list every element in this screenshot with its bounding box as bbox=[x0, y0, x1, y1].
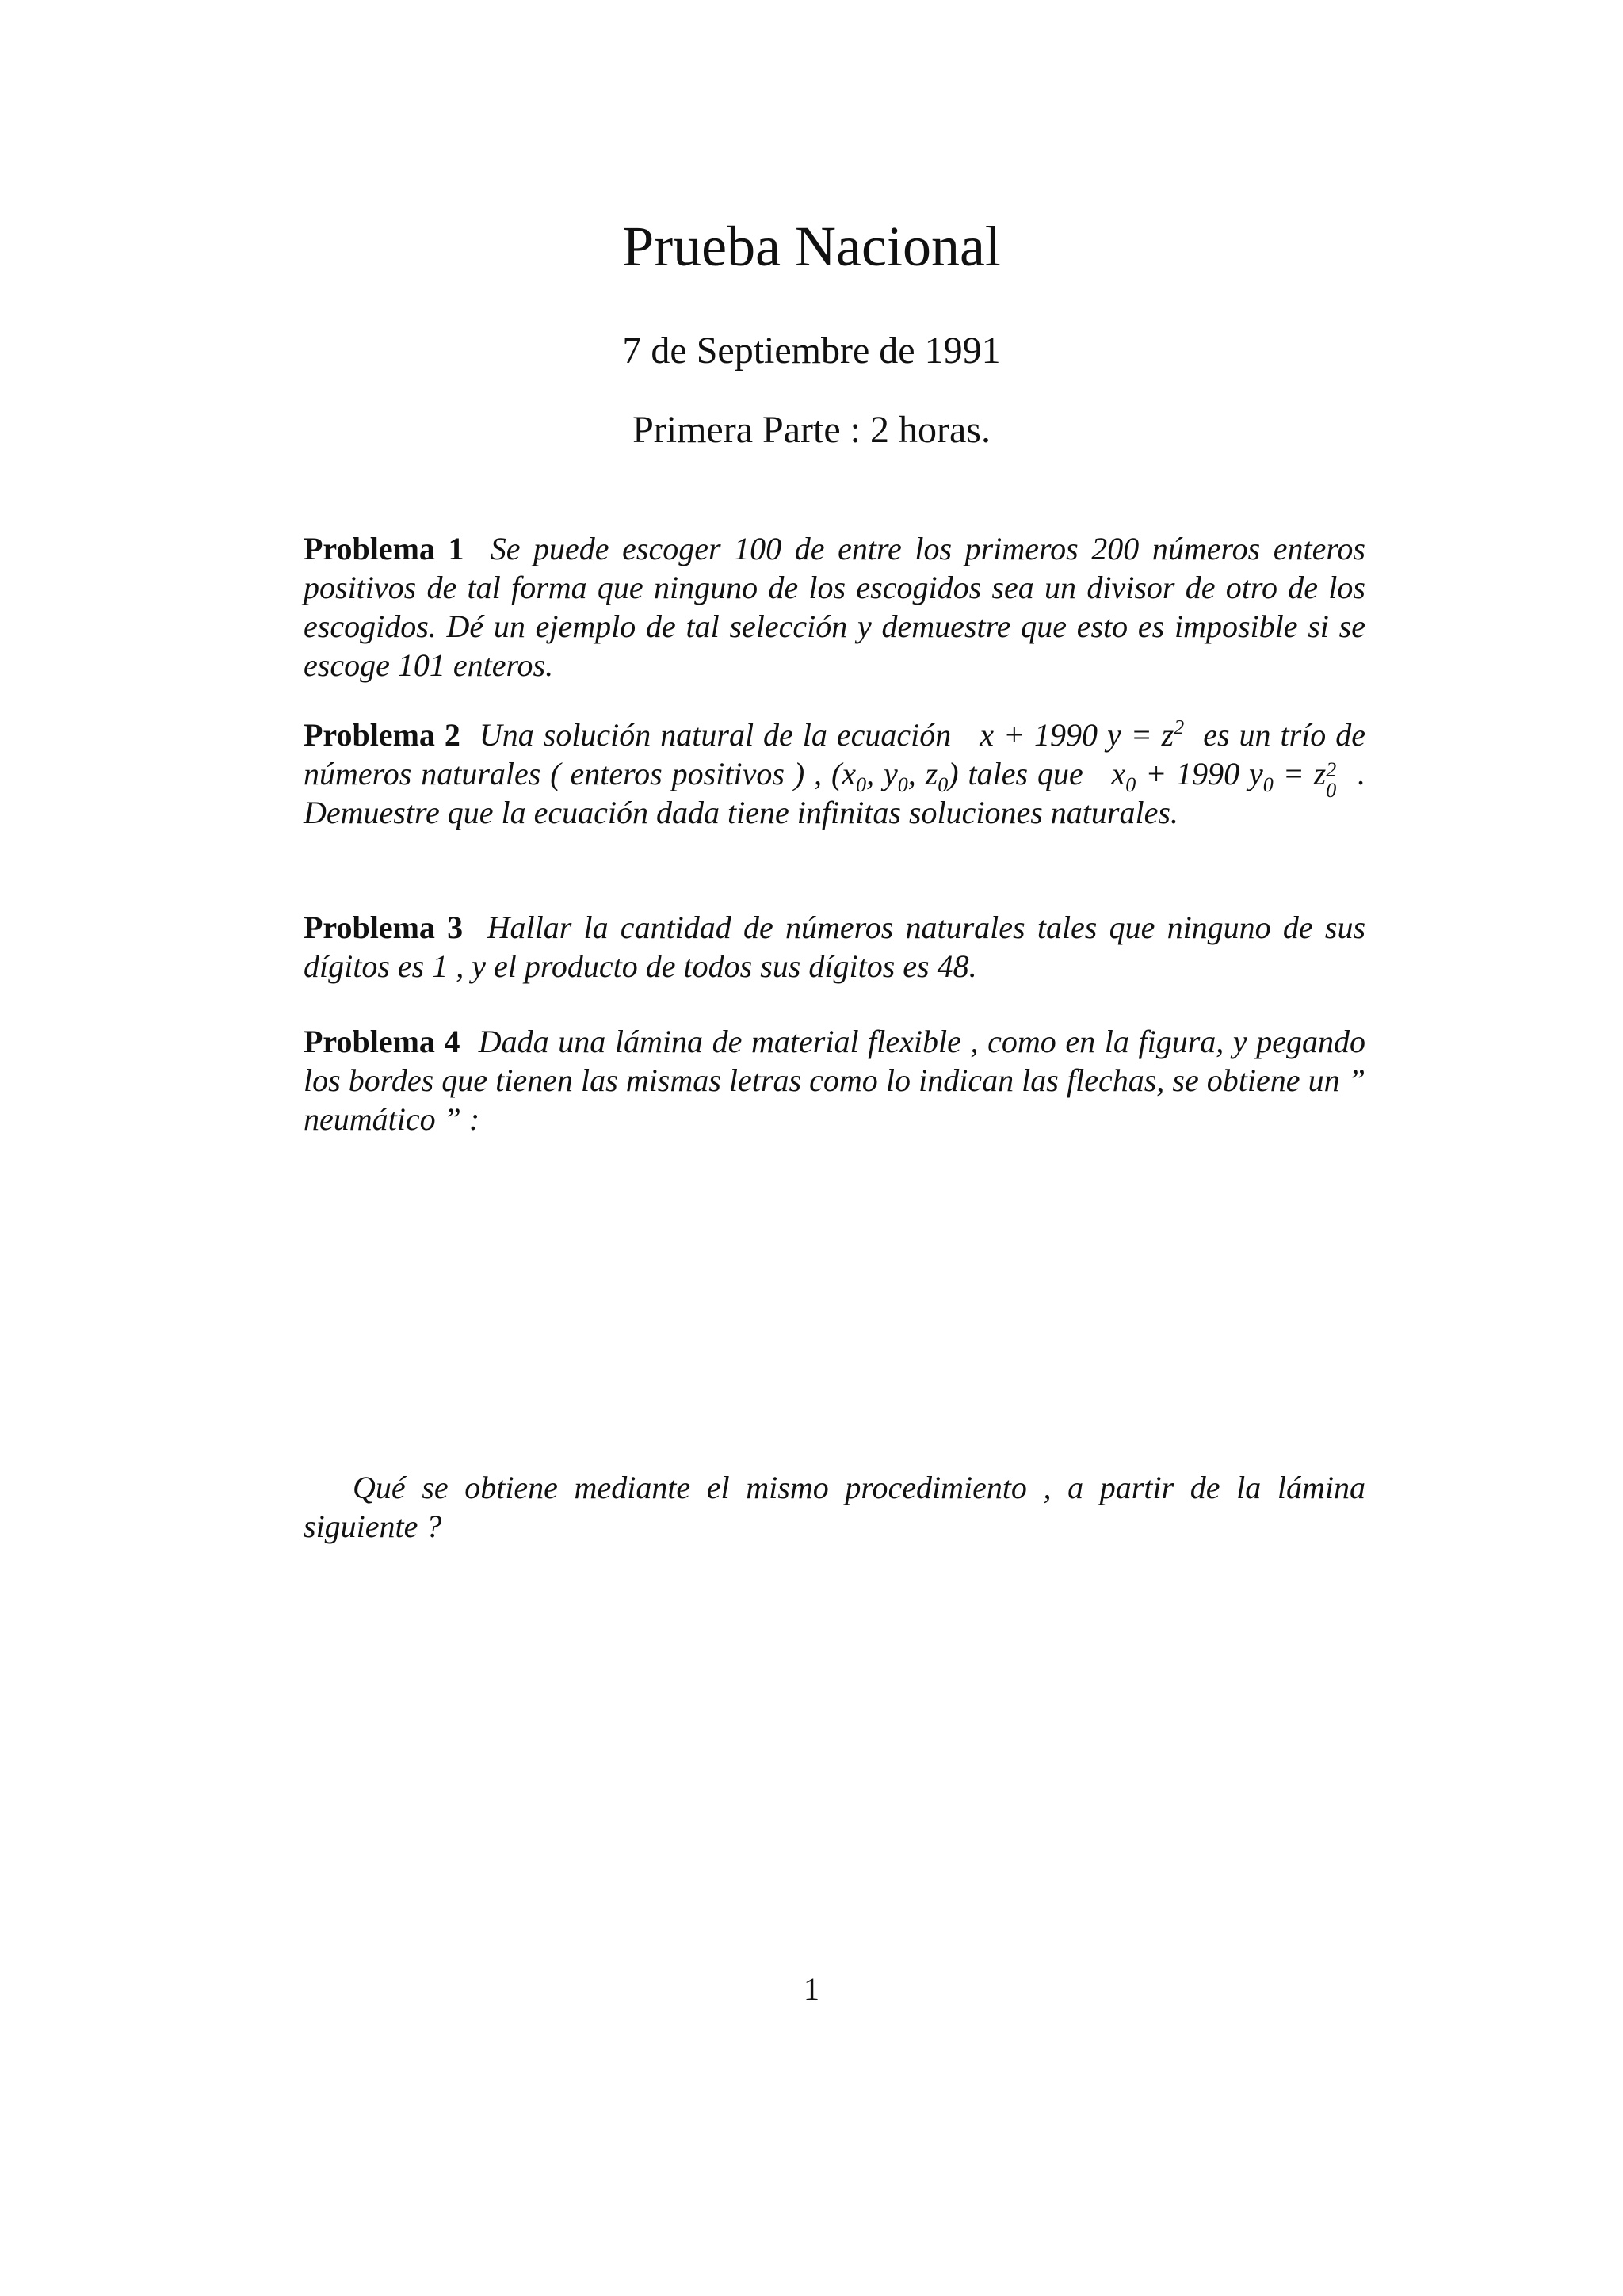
problem-label: Problema 2 bbox=[304, 717, 460, 753]
solution-triple: ($x_0$, $y_0$, $z_0$) bbox=[831, 756, 959, 796]
problem-text: Hallar la cantidad de números naturales tales que ninguno de sus dígitos es 1 , y el producto de todos sus dígitos es 48. bbox=[304, 910, 1366, 984]
problem-text-c: tales que bbox=[968, 756, 1083, 791]
problem-text-a: Una solución natural de la ecuación bbox=[479, 717, 952, 753]
page-number: 1 bbox=[804, 1971, 819, 2007]
problem-4 bbox=[304, 1022, 1365, 1138]
problem-label: Problema 4 bbox=[304, 1024, 460, 1059]
problem-label: Problema 3 bbox=[304, 910, 464, 945]
follow-up-question: Qué se obtiene mediante el mismo procedimiento , a partir de la lámina siguiente ? bbox=[304, 1470, 1365, 1544]
problem-label: Problema 1 bbox=[304, 531, 464, 566]
page-title: Prueba Nacional bbox=[622, 215, 1001, 278]
problem-text: Se puede escoger 100 de entre los primeros 200 números enteros positivos de tal forma que ninguno de los escogidos sea un divisor de otro de los escogidos. Dé un ejemplo de tal selección y demuestre que esto es imposible si se escoge 101 enteros. bbox=[304, 531, 1365, 683]
problem-2 bbox=[304, 715, 1365, 832]
exam-date: 7 de Septiembre de 1991 bbox=[622, 330, 1001, 372]
problem-text-d: . Demuestre que la ecuación dada tiene infinitas soluciones naturales. bbox=[304, 756, 1366, 830]
problem-text: Dada una lámina de material flexible , como en la figura, y pegando los bordes que tienen las mismas letras como lo indican las flechas, se obtiene un ” neumático ” : bbox=[304, 1024, 1366, 1137]
equation-2: $x_0 + 1990$ $y_0 = z$ 2 0 bbox=[1111, 756, 1337, 802]
problem-text-b: es un trío de números naturales ( enteros positivos ) , bbox=[304, 717, 1366, 791]
problem-1 bbox=[304, 529, 1365, 685]
problem-3 bbox=[304, 908, 1365, 986]
exam-part: Primera Parte : 2 horas. bbox=[632, 409, 991, 451]
equation-1: x + 1990 $y = z^2$ bbox=[980, 715, 1185, 753]
